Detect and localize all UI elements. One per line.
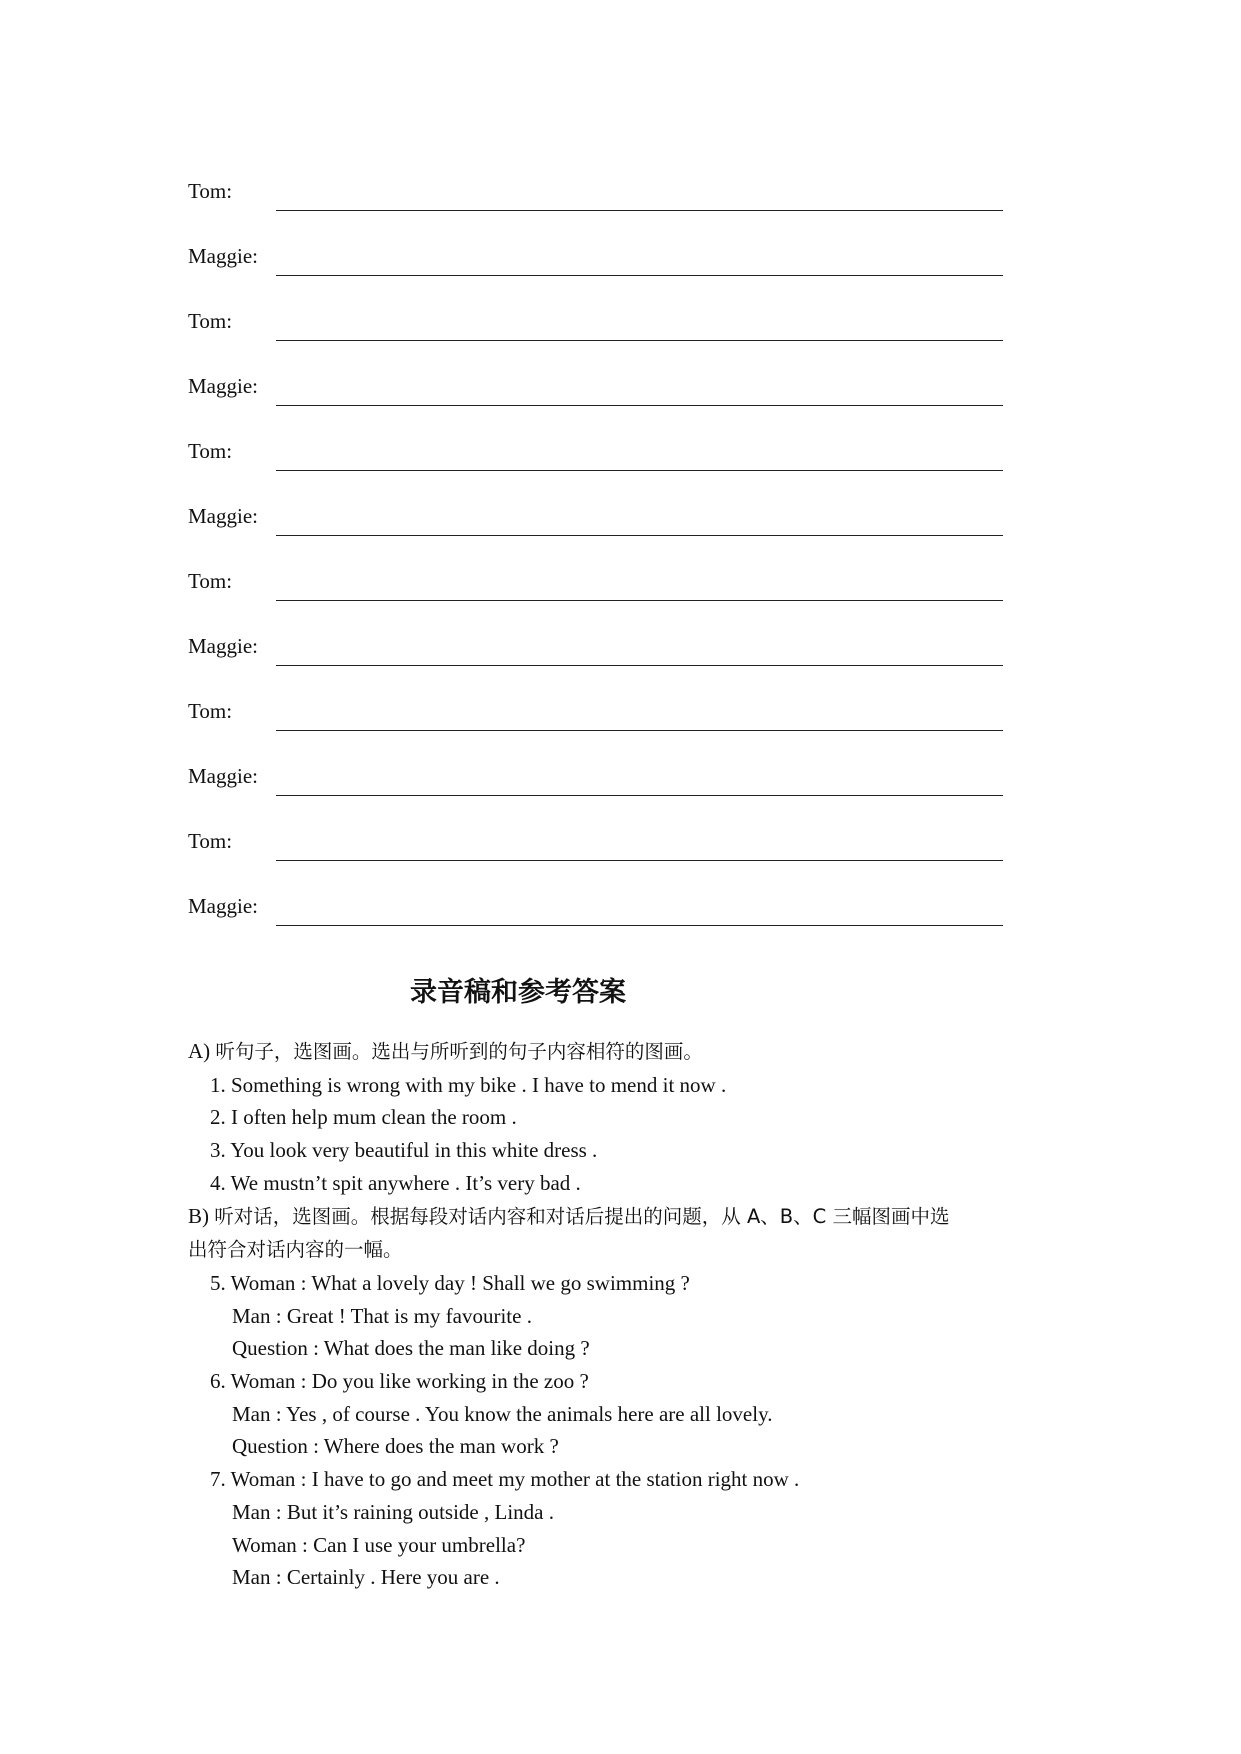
section-a-instruction: [188, 1035, 1068, 1069]
section-b-instruction-text-2: 出符合对话内容的一幅。: [188, 1238, 403, 1262]
answer-key: [188, 1035, 1068, 1594]
dialogue-item-line: Man : Certainly . Here you are .: [232, 1565, 500, 1590]
dialogue-item-line: Woman : Can I use your umbrella?: [232, 1532, 526, 1557]
dialogue-item-line: Man : Yes , of course . You know the animals here are all lovely.: [232, 1401, 773, 1426]
answer-blank-line: [276, 600, 1003, 601]
list-item: 1. Something is wrong with my bike . I have to mend it now .: [210, 1072, 727, 1097]
section-b-instruction: [188, 1200, 1068, 1234]
section-heading: 录音稿和参考答案: [410, 977, 626, 1008]
dialogue-item-line: Question : Where does the man work ?: [232, 1434, 559, 1459]
dialogue-row: [188, 626, 1003, 666]
dialogue-item-first-line: 7. Woman : I have to go and meet my mother at the station right now .: [210, 1467, 800, 1492]
answer-blank-line: [276, 470, 1003, 471]
speaker-label: Maggie:: [188, 894, 258, 918]
speaker-label: Maggie:: [188, 374, 258, 398]
answer-blank-line: [276, 405, 1003, 406]
speaker-label: Maggie:: [188, 634, 258, 658]
dialogue-item-first-line: 5. Woman : What a lovely day ! Shall we go swimming ?: [210, 1270, 690, 1295]
dialogue-row: [188, 431, 1003, 471]
section-b-instruction-text: 听对话，选图画。根据每段对话内容和对话后提出的问题，从 A、B、C 三幅图画中选: [214, 1204, 950, 1228]
dialogue-row: [188, 561, 1003, 601]
dialogue-row: [188, 886, 1003, 926]
speaker-label: Tom:: [188, 309, 233, 333]
speaker-label: Tom:: [188, 569, 233, 593]
dialogue-item-line: Man : Great ! That is my favourite .: [232, 1303, 532, 1328]
speaker-label: Maggie:: [188, 244, 258, 268]
dialogue-item-first-line: 6. Woman : Do you like working in the zoo ?: [210, 1369, 589, 1394]
answer-blank-line: [276, 925, 1003, 926]
section-b-instruction-continued: [188, 1233, 1068, 1267]
section-b-label: B): [188, 1203, 209, 1228]
dialogue-row: [188, 691, 1003, 731]
answer-blank-line: [276, 795, 1003, 796]
answer-blank-line: [276, 665, 1003, 666]
speaker-label: Maggie:: [188, 764, 258, 788]
list-item: 4. We mustn’t spit anywhere . It’s very bad .: [210, 1170, 581, 1195]
answer-blank-line: [276, 340, 1003, 341]
answer-blank-line: [276, 860, 1003, 861]
speaker-label: Maggie:: [188, 504, 258, 528]
answer-blank-line: [276, 210, 1003, 211]
list-item: 2. I often help mum clean the room .: [210, 1105, 517, 1130]
dialogue-item-line: Man : But it’s raining outside , Linda .: [232, 1499, 554, 1524]
dialogue-row: [188, 496, 1003, 536]
answer-blank-line: [276, 535, 1003, 536]
dialogue-row: [188, 301, 1003, 341]
speaker-label: Tom:: [188, 179, 233, 203]
answer-blank-line: [276, 275, 1003, 276]
section-a-instruction-text: 听句子，选图画。选出与所听到的句子内容相符的图画。: [215, 1040, 703, 1063]
dialogue-row: [188, 756, 1003, 796]
list-item: 3. You look very beautiful in this white dress .: [210, 1138, 598, 1163]
dialogue-item-line: Question : What does the man like doing ?: [232, 1336, 590, 1361]
speaker-label: Tom:: [188, 699, 233, 723]
dialogue-row: [188, 171, 1003, 211]
section-a-label: A): [188, 1039, 211, 1063]
dialogue-row: [188, 236, 1003, 276]
dialogue-row: [188, 821, 1003, 861]
dialogue-row: [188, 366, 1003, 406]
speaker-label: Tom:: [188, 829, 233, 853]
answer-blank-line: [276, 730, 1003, 731]
speaker-label: Tom:: [188, 439, 233, 463]
